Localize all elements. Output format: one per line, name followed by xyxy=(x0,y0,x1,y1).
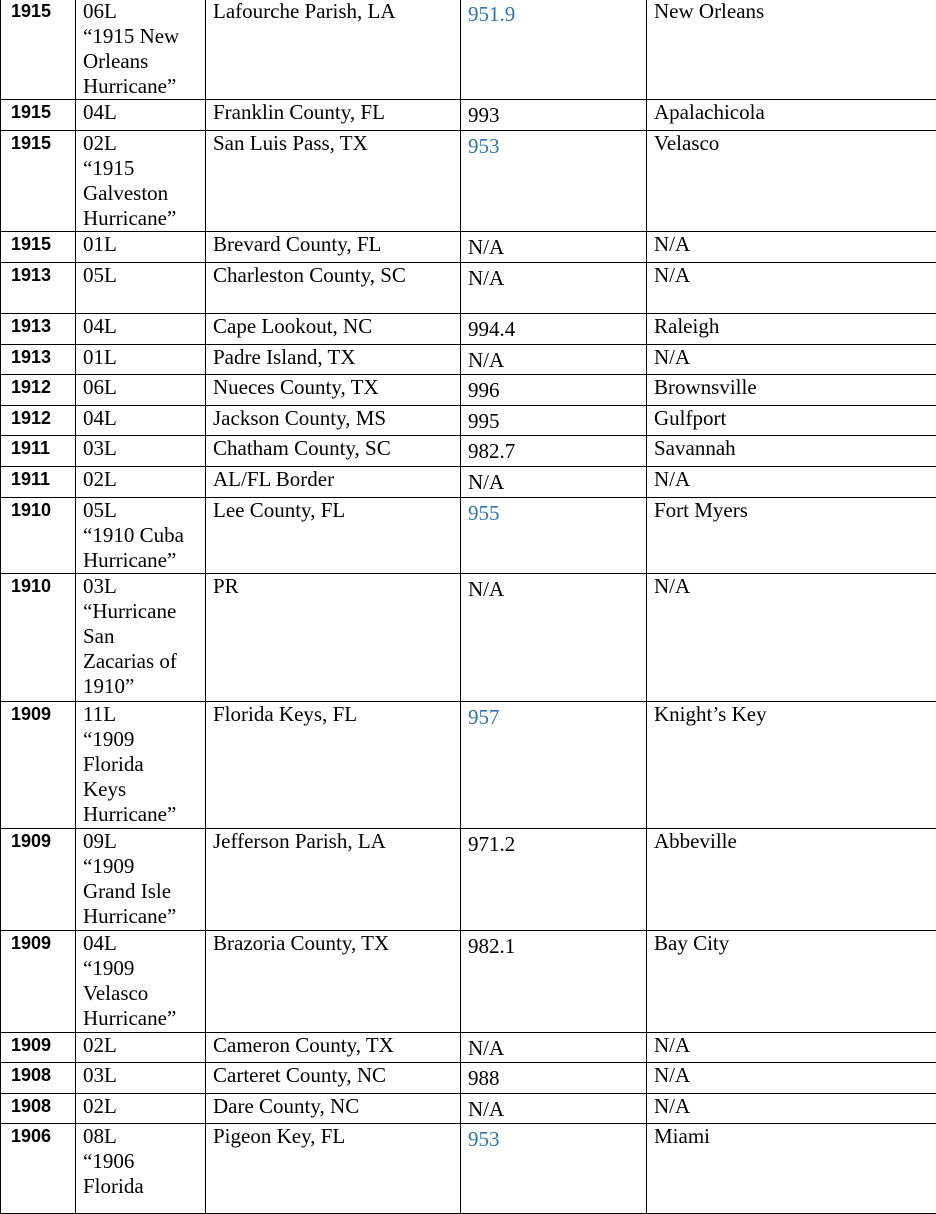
year-cell: 1911 xyxy=(1,467,76,498)
storm-id-cell xyxy=(76,702,206,829)
storm-id: 11L xyxy=(83,702,205,727)
year-cell: 1910 xyxy=(1,574,76,702)
year-cell: 1915 xyxy=(1,0,76,100)
storm-id-cell xyxy=(76,406,206,436)
year-cell: 1910 xyxy=(1,498,76,574)
city-cell: N/A xyxy=(647,1033,936,1063)
pressure-cell: 993 xyxy=(461,100,647,131)
year-cell: 1913 xyxy=(1,314,76,345)
storm-id: 05L xyxy=(83,263,205,288)
pressure-cell: 971.2 xyxy=(461,829,647,931)
pressure-cell: 982.1 xyxy=(461,931,647,1033)
storm-name: “1910 Cuba Hurricane” xyxy=(83,523,205,573)
landfall-location-cell: Chatham County, SC xyxy=(206,436,461,467)
year-cell: 1908 xyxy=(1,1063,76,1094)
storm-id: 04L xyxy=(83,100,205,125)
year-cell: 1915 xyxy=(1,100,76,131)
pressure-link[interactable]: 953 xyxy=(461,131,647,232)
landfall-location-cell: Brevard County, FL xyxy=(206,232,461,263)
year-cell: 1913 xyxy=(1,263,76,314)
landfall-location-cell: Carteret County, NC xyxy=(206,1063,461,1094)
table-row xyxy=(1,263,936,314)
storm-id-cell xyxy=(76,574,206,702)
city-cell: Gulfport xyxy=(647,406,936,436)
storm-id: 01L xyxy=(83,345,205,370)
pressure-cell: 988 xyxy=(461,1063,647,1094)
storm-id-cell xyxy=(76,1094,206,1124)
city-cell: N/A xyxy=(647,574,936,702)
storm-id-cell xyxy=(76,263,206,314)
year-cell: 1909 xyxy=(1,702,76,829)
landfall-location-cell: PR xyxy=(206,574,461,702)
pressure-cell: N/A xyxy=(461,345,647,375)
city-cell: N/A xyxy=(647,1063,936,1094)
storm-name: “1915 New Orleans Hurricane” xyxy=(83,24,205,99)
storm-id-cell xyxy=(76,100,206,131)
city-cell: N/A xyxy=(647,467,936,498)
storm-name: “1909 Velasco Hurricane” xyxy=(83,956,205,1031)
landfall-location-cell: Jackson County, MS xyxy=(206,406,461,436)
table-row xyxy=(1,498,936,574)
year-cell: 1906 xyxy=(1,1124,76,1214)
storm-name: “1906 Florida xyxy=(83,1149,205,1199)
pressure-link[interactable]: 955 xyxy=(461,498,647,574)
storm-id: 05L xyxy=(83,498,205,523)
year-cell: 1909 xyxy=(1,931,76,1033)
table-row xyxy=(1,436,936,467)
year-cell: 1912 xyxy=(1,406,76,436)
table-row xyxy=(1,467,936,498)
table-row xyxy=(1,1124,936,1214)
table-row xyxy=(1,702,936,829)
storm-id-cell xyxy=(76,931,206,1033)
storm-id-cell xyxy=(76,232,206,263)
landfall-location-cell: AL/FL Border xyxy=(206,467,461,498)
pressure-cell: N/A xyxy=(461,1094,647,1124)
city-cell: Apalachicola xyxy=(647,100,936,131)
pressure-cell: 994.4 xyxy=(461,314,647,345)
storm-id-cell xyxy=(76,498,206,574)
storm-id: 02L xyxy=(83,1094,205,1119)
storm-id: 04L xyxy=(83,314,205,339)
storm-id-cell xyxy=(76,1063,206,1094)
landfall-location-cell: Jefferson Parish, LA xyxy=(206,829,461,931)
storm-id-cell xyxy=(76,829,206,931)
hurricane-table-body xyxy=(1,0,936,1214)
storm-id: 06L xyxy=(83,375,205,400)
storm-id: 02L xyxy=(83,467,205,492)
storm-name: “1909 Florida Keys Hurricane” xyxy=(83,727,205,827)
city-cell: Miami xyxy=(647,1124,936,1214)
storm-id: 04L xyxy=(83,931,205,956)
table-row xyxy=(1,131,936,232)
storm-name: “1915 Galveston Hurricane” xyxy=(83,156,205,231)
storm-name: “Hurricane San Zacarias of 1910” xyxy=(83,599,205,699)
city-cell: Fort Myers xyxy=(647,498,936,574)
landfall-location-cell: San Luis Pass, TX xyxy=(206,131,461,232)
storm-id: 03L xyxy=(83,436,205,461)
landfall-location-cell: Charleston County, SC xyxy=(206,263,461,314)
year-cell: 1908 xyxy=(1,1094,76,1124)
city-cell: New Orleans xyxy=(647,0,936,100)
storm-id-cell xyxy=(76,345,206,375)
city-cell: N/A xyxy=(647,345,936,375)
pressure-cell: 996 xyxy=(461,375,647,406)
storm-id-cell xyxy=(76,1033,206,1063)
year-cell: 1909 xyxy=(1,1033,76,1063)
pressure-cell: N/A xyxy=(461,232,647,263)
storm-id-cell xyxy=(76,1124,206,1214)
storm-id: 06L xyxy=(83,0,205,24)
landfall-location-cell: Lee County, FL xyxy=(206,498,461,574)
landfall-location-cell: Pigeon Key, FL xyxy=(206,1124,461,1214)
pressure-link[interactable]: 957 xyxy=(461,702,647,829)
table-row xyxy=(1,375,936,406)
city-cell: Savannah xyxy=(647,436,936,467)
year-cell: 1915 xyxy=(1,131,76,232)
storm-id: 09L xyxy=(83,829,205,854)
landfall-location-cell: Franklin County, FL xyxy=(206,100,461,131)
table-row xyxy=(1,232,936,263)
storm-id-cell xyxy=(76,0,206,100)
city-cell: N/A xyxy=(647,263,936,314)
landfall-location-cell: Dare County, NC xyxy=(206,1094,461,1124)
city-cell: N/A xyxy=(647,1094,936,1124)
landfall-location-cell: Nueces County, TX xyxy=(206,375,461,406)
year-cell: 1912 xyxy=(1,375,76,406)
city-cell: Velasco xyxy=(647,131,936,232)
table-row xyxy=(1,1094,936,1124)
storm-name: “1909 Grand Isle Hurricane” xyxy=(83,854,205,929)
year-cell: 1911 xyxy=(1,436,76,467)
storm-id: 03L xyxy=(83,574,205,599)
pressure-cell: 995 xyxy=(461,406,647,436)
storm-id-cell xyxy=(76,467,206,498)
table-row xyxy=(1,314,936,345)
storm-id: 02L xyxy=(83,131,205,156)
landfall-location-cell: Lafourche Parish, LA xyxy=(206,0,461,100)
storm-id: 03L xyxy=(83,1063,205,1088)
pressure-cell: N/A xyxy=(461,1033,647,1063)
storm-id: 04L xyxy=(83,406,205,431)
storm-id: 02L xyxy=(83,1033,205,1058)
city-cell: Brownsville xyxy=(647,375,936,406)
table-row xyxy=(1,100,936,131)
table-row xyxy=(1,574,936,702)
storm-id: 01L xyxy=(83,232,205,257)
table-row xyxy=(1,1063,936,1094)
storm-id-cell xyxy=(76,436,206,467)
landfall-location-cell: Cape Lookout, NC xyxy=(206,314,461,345)
city-cell: N/A xyxy=(647,232,936,263)
landfall-location-cell: Brazoria County, TX xyxy=(206,931,461,1033)
table-row xyxy=(1,829,936,931)
year-cell: 1915 xyxy=(1,232,76,263)
storm-id-cell xyxy=(76,375,206,406)
landfall-location-cell: Florida Keys, FL xyxy=(206,702,461,829)
pressure-link[interactable]: 953 xyxy=(461,1124,647,1214)
pressure-cell: N/A xyxy=(461,574,647,702)
city-cell: Knight’s Key xyxy=(647,702,936,829)
landfall-location-cell: Padre Island, TX xyxy=(206,345,461,375)
landfall-location-cell: Cameron County, TX xyxy=(206,1033,461,1063)
table-row xyxy=(1,345,936,375)
year-cell: 1909 xyxy=(1,829,76,931)
pressure-cell: N/A xyxy=(461,467,647,498)
table-row xyxy=(1,406,936,436)
pressure-cell: N/A xyxy=(461,263,647,314)
table-row xyxy=(1,931,936,1033)
table-row xyxy=(1,1033,936,1063)
pressure-link[interactable]: 951.9 xyxy=(461,0,647,100)
year-cell: 1913 xyxy=(1,345,76,375)
storm-id-cell xyxy=(76,314,206,345)
table-row xyxy=(1,0,936,100)
storm-id: 08L xyxy=(83,1124,205,1149)
city-cell: Bay City xyxy=(647,931,936,1033)
city-cell: Abbeville xyxy=(647,829,936,931)
pressure-cell: 982.7 xyxy=(461,436,647,467)
city-cell: Raleigh xyxy=(647,314,936,345)
storm-id-cell xyxy=(76,131,206,232)
